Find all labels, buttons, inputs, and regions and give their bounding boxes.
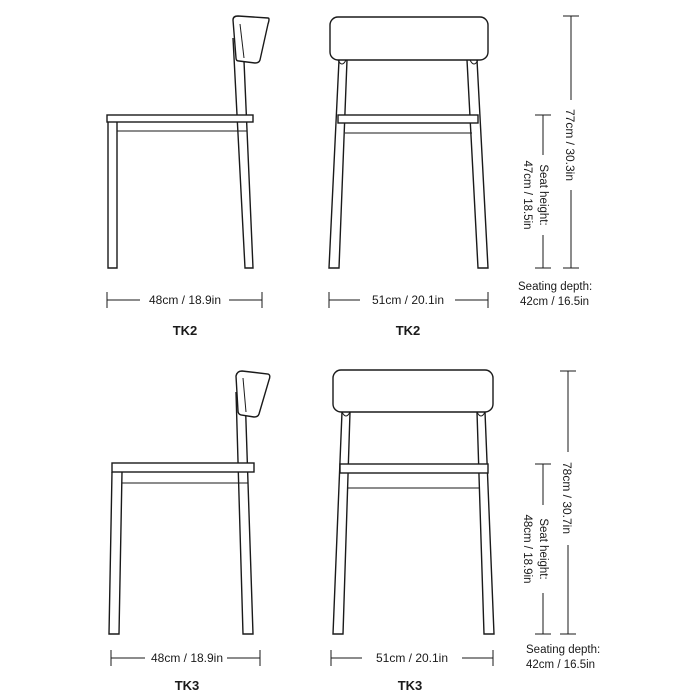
tk3-total-height-text: 78cm / 30.7in bbox=[560, 461, 574, 535]
tk3-seating-depth-title: Seating depth: bbox=[526, 644, 601, 656]
tk3-side-seat bbox=[112, 463, 254, 472]
tk3-side-width-text: 48cm / 18.9in bbox=[150, 651, 224, 665]
tk3-side-backrest bbox=[236, 371, 270, 417]
tk3-front-width-text: 51cm / 20.1in bbox=[375, 651, 449, 665]
tk3-seat-height-value: 48cm / 18.9in bbox=[521, 514, 533, 584]
tk3-front-backrest bbox=[333, 370, 493, 412]
tk2-total-height-dimension bbox=[563, 16, 579, 268]
tk2-total-height-text: 77cm / 30.3in bbox=[563, 108, 577, 182]
tk2-side-seat bbox=[107, 115, 253, 122]
tk3-seat-height-title: Seat height: bbox=[537, 518, 549, 580]
tk2-seating-depth-value: 42cm / 16.5in bbox=[520, 296, 590, 308]
tk2-side-front-leg bbox=[108, 122, 117, 268]
tk2-front-backrest bbox=[330, 17, 488, 60]
tk2-front-view-chair bbox=[329, 17, 488, 268]
tk2-side-width-text: 48cm / 18.9in bbox=[148, 293, 222, 307]
tk2-front-label: TK2 bbox=[395, 323, 421, 338]
tk3-front-label: TK3 bbox=[397, 678, 423, 693]
tk2-front-left-leg bbox=[329, 60, 347, 268]
tk2-seat-height-value: 47cm / 18.5in bbox=[521, 160, 533, 230]
tk2-front-seat bbox=[338, 115, 478, 123]
tk2-seating-depth-title: Seating depth: bbox=[518, 281, 593, 293]
tk2-side-backrest bbox=[233, 16, 269, 63]
tk3-side-back-leg bbox=[236, 392, 253, 634]
tk3-front-seat bbox=[340, 464, 488, 473]
tk3-side-label: TK3 bbox=[174, 678, 200, 693]
tk2-seat-height-dimension bbox=[521, 115, 551, 268]
tk3-side-width-dimension bbox=[111, 650, 260, 666]
tk3-front-width-dimension bbox=[331, 650, 493, 666]
tk2-front-right-leg bbox=[467, 60, 488, 268]
tk3-side-front-leg bbox=[109, 472, 122, 634]
tk2-front-width-dimension bbox=[329, 292, 488, 308]
tk2-front-width-text: 51cm / 20.1in bbox=[371, 293, 445, 307]
tk3-front-view-chair bbox=[333, 370, 494, 634]
tk2-side-back-leg bbox=[233, 38, 253, 268]
tk3-front-right-leg bbox=[477, 412, 494, 634]
tk2-side-view-chair bbox=[107, 16, 269, 268]
tk2-side-width-dimension bbox=[107, 292, 262, 308]
tk3-seating-depth-value: 42cm / 16.5in bbox=[526, 659, 596, 671]
tk2-seat-height-title: Seat height: bbox=[537, 164, 549, 226]
tk3-side-view-chair bbox=[109, 371, 270, 634]
tk2-side-label: TK2 bbox=[172, 323, 198, 338]
tk3-total-height-dimension bbox=[560, 371, 576, 634]
tk3-front-left-leg bbox=[333, 412, 350, 634]
tk3-seat-height-dimension bbox=[521, 464, 551, 634]
